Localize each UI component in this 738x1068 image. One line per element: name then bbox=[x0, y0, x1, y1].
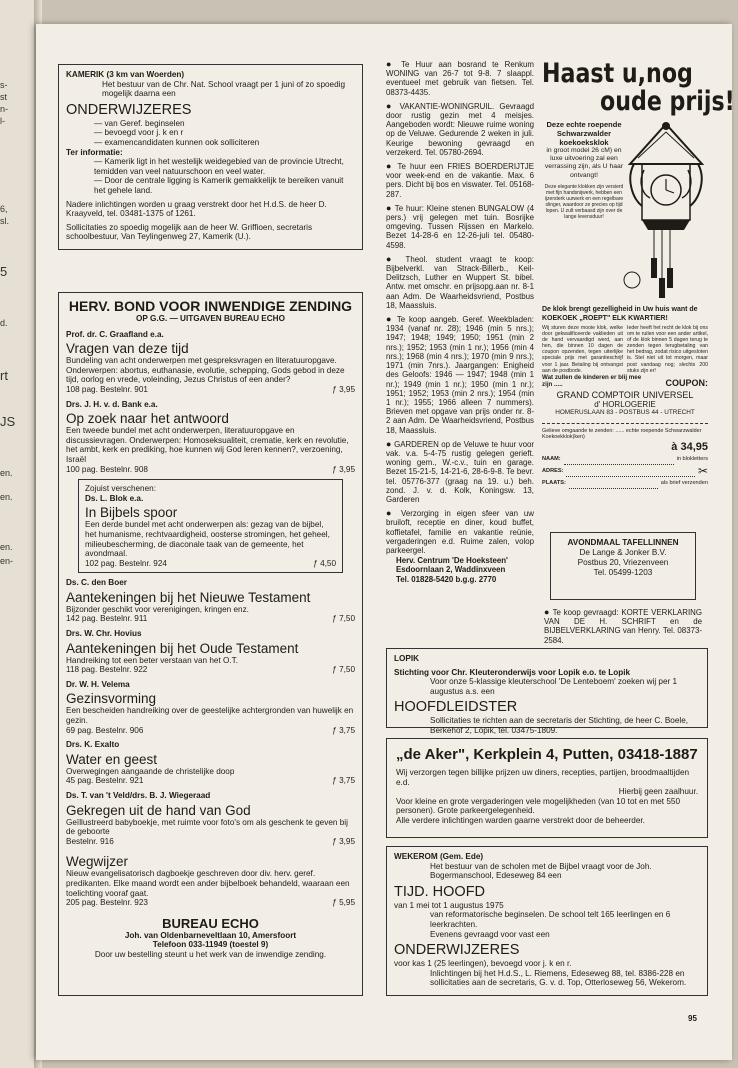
classified-text: Te huur: Kleine stenen BUNGALOW (4 pers.) vrij gelegen met tuin. Bosrijke omgeving. Tussen Rijssen en Markelo. Bezet 14-28-6 en 12-26-juli tel. 05480-4598. bbox=[386, 203, 534, 250]
book-order: 142 pag. Bestelnr. 911 bbox=[66, 614, 148, 624]
classified-text: Theol. student vraagt te koop: Bijbelverkl. van Strack-Billerb., Keil-Delitzsch, Luther en Wuppert St. bibel. Antw. met omschr. en prijsopg.aan nr. 8-1 aan Adm. De Waarheidsvriend, Postbus 18, Maassluis. bbox=[386, 254, 534, 310]
korte-verklaring-ad: ● Te koop gevraagd: KORTE VERKLARING VAN DE H. SCHRIFT en de BIJBELVERKLARING van Henry. Tel. 08373-2584. bbox=[544, 607, 702, 645]
book-desc: Geïllustreerd babyboekje, met ruimte voor foto's om als geschenk te geven bij de geboorte bbox=[66, 817, 348, 837]
address-input-line[interactable] bbox=[566, 465, 694, 477]
classified-text: Te huur een FRIES BOERDERIJTJE voor week-end en de vakantie. Max. 6 pers. Dicht bij bos en viswater. Tel. 05168-287. bbox=[386, 162, 535, 199]
classified-sign-2: Esdoornlaan 2, Waddinxveen bbox=[396, 565, 506, 575]
korte-verklaring-text: Te koop gevraagd: KORTE VERKLARING VAN DE H. SCHRIFT en de BIJBELVERKLARING van Henry. Tel. 08373-2584. bbox=[544, 608, 702, 645]
book-item bbox=[66, 740, 355, 786]
margin-fragment: en. bbox=[0, 468, 13, 478]
koekoek-warn: Wat zullen de kinderen er blij mee zijn ..... bbox=[542, 373, 642, 388]
koekoek-price: à 34,95 bbox=[671, 440, 708, 453]
book-price: ƒ 7,50 bbox=[332, 665, 355, 675]
book-price: ƒ 3,75 bbox=[332, 725, 355, 735]
classified-ad: ● Theol. student vraagt te koop: Bijbelverkl. van Strack-Billerb., Keil-Delitzsch, Luther en Wuppert St. bibel. Antw. met omschr. en prijsopg.aan nr. 8-1 aan Adm. De Waarheidsvriend, Postbus 18, Maassluis. bbox=[386, 253, 534, 310]
classified-sign-1: Herv. Centrum 'De Hoeksteen' bbox=[396, 556, 508, 566]
lopik-title: HOOFDLEIDSTER bbox=[394, 699, 518, 716]
margin-fragment: n- bbox=[0, 104, 9, 114]
wekerom-ad bbox=[386, 846, 708, 996]
book-author: Ds. C. den Boer bbox=[66, 578, 127, 588]
book-desc: Bijzonder geschikt voor verenigingen, kringen enz. bbox=[66, 604, 249, 614]
kamerik-req-2: — bevoegd voor j. k en r bbox=[94, 128, 184, 138]
bureau-name: BUREAU ECHO bbox=[162, 915, 259, 931]
wekerom-period: van 1 mei tot 1 augustus 1975 bbox=[394, 900, 504, 910]
lopik-place: LOPIK bbox=[394, 654, 420, 663]
book-order: 69 pag. Bestelnr. 906 bbox=[66, 725, 144, 735]
classified-ad: ● Te koop aangeb. Geref. Weekbladen: 1934 (vanaf nr. 28); 1946 (min 5 nrs.); 1947; 1948; 1949; 1950; 1951 (min 2 nrs.); 1952; 1953 (min 1 nr.); 1956 (min 4 nrs.); 1968 (min 4 nrs.); 1970 (min 9 nrs.); 1971 (min 7nrs.). Jaargangen: Enigheid des Geloofs: 1946 — 1947; 1948 (min 1 nr.); 1949 (min 1 nr.); 1950 (min 1 nr.); 1951; 1952; 1953 (min 2 nrs.); 1954 (min 1 nr.); 1955; 1966 alleen 7 nummers). Brieven met opgave van prijs onder nr. 8-2 aan Adm. De Waarheidsvriend, Postbus 18, Maassluis. bbox=[386, 314, 535, 435]
book-price: ƒ 3,95 bbox=[332, 836, 355, 846]
lopik-apply: Sollicitaties te richten aan de secretaris der Stichting, de heer C. Boele, Berkehof 2, Lopik, tel. 03475-1809. bbox=[430, 716, 689, 735]
book-order: 100 pag. Bestelnr. 908 bbox=[66, 464, 148, 474]
kamerik-ad bbox=[58, 64, 363, 250]
book-price: ƒ 3,75 bbox=[332, 776, 355, 786]
book-author: Prof. dr. C. Graafland e.a. bbox=[66, 329, 164, 339]
kamerik-info-1: — Kamerik ligt in het westelijk weidegebied van de provincie Utrecht, temidden van veel natuurschoon en veel water. bbox=[94, 157, 344, 176]
margin-fragment: en. bbox=[0, 542, 13, 552]
scissors-icon: ✂ bbox=[697, 463, 708, 478]
herv-title: HERV. BOND VOOR INWENDIGE ZENDING bbox=[68, 298, 353, 314]
koekoek-lead: Deze echte roepende Schwarzwalder koekoeksklok bbox=[546, 120, 622, 147]
book-order: 205 pag. Bestelnr. 923 bbox=[66, 898, 148, 908]
book-desc: Een derde bundel met acht onderwerpen als: gezag van de bijbel, het humanisme, rechtvaardigheid, oosterse stromingen, het geheel, milieubescherming, de diaconale taak van de gemeente, het avondmaal. bbox=[85, 520, 330, 559]
wekerom-title-1: TIJD. HOOFD bbox=[394, 883, 486, 900]
bureau-address: Joh. van Oldenbarneveltlaan 10, Amersfoort bbox=[124, 930, 297, 940]
kamerik-title: ONDERWIJZERES bbox=[66, 101, 192, 118]
page-number: 95 bbox=[688, 1014, 697, 1023]
koekoek-body-left: Wij sturen deze mooie klok, welke door gekwalificeerde vaklieden uit de hand vervaardigd werd, aan hen, die binnen 10 dagen de coupon opzenden, tegen uiterlijke speciale prijs met garantieschrijf voor 1 jaar. Betaling bij ontvangst aan de postbode. bbox=[542, 325, 623, 374]
koekoek-field-name: NAAM: bbox=[542, 455, 561, 462]
book-title: Gekregen uit de hand van God bbox=[66, 802, 251, 818]
koekoek-field-place: PLAATS: bbox=[542, 479, 566, 486]
koekoek-field-note: als brief verzenden bbox=[660, 479, 708, 486]
book-order: 108 pag. Bestelnr. 901 bbox=[66, 384, 148, 394]
name-input-line[interactable] bbox=[564, 453, 674, 465]
book-desc: Een tweede bundel met acht onderwerpen, literatuuropgave en discussievragen. Onderwerpen: Homoseksualiteit, crematie, kerk en revolutie, het ambt, kerk en prediking, hoe kunnen wij God leren kennen?, verzoening, Israël bbox=[66, 426, 349, 464]
avondmaal-line-2: Postbus 20, Vriezenveen bbox=[577, 557, 669, 567]
cuckoo-clock-icon bbox=[624, 118, 708, 304]
aker-line-3: Alle verdere inlichtingen warden gaarne verstrekt door de beheerder. bbox=[396, 815, 645, 825]
book-desc: Overwegingen aangaande de christelijke doop bbox=[66, 766, 235, 776]
koekoek-field-address: ADRES: bbox=[542, 467, 564, 474]
book-order: 118 pag. Bestelnr. 922 bbox=[66, 665, 148, 675]
margin-fragment: rt bbox=[0, 368, 8, 383]
book-order: Bestelnr. 916 bbox=[66, 836, 114, 846]
book-price: ƒ 4,50 bbox=[313, 558, 336, 568]
koekoek-order-text: Gelieve omgaande te zenden: ...... echte roepende Schwarzwalder Koekoekklok(ken) bbox=[542, 427, 702, 441]
book-price: ƒ 3,95 bbox=[332, 464, 355, 474]
margin-fragment: en. bbox=[0, 492, 13, 502]
kamerik-info-label: Ter informatie: bbox=[66, 147, 123, 157]
new-release-box bbox=[78, 479, 343, 573]
book-title: In Bijbels spoor bbox=[85, 505, 178, 521]
aker-line-2: Voor kleine en grote vergaderingen vele mogelijkheden (van 10 tot en met 550 personen). Grote parkeergelegenheid. bbox=[396, 796, 681, 816]
wekerom-place: WEKEROM (Gem. Ede) bbox=[394, 852, 484, 861]
book-price: ƒ 3,95 bbox=[332, 384, 355, 394]
book-order: 45 pag. Bestelnr. 921 bbox=[66, 776, 144, 786]
koekoek-firm: GRAND COMPTOIR UNIVERSEL bbox=[556, 389, 694, 400]
margin-fragment: 5 bbox=[0, 264, 8, 279]
book-price: ƒ 7,50 bbox=[332, 614, 355, 624]
koekoek-body-right: Ieder heeft het recht de klok bij ons om te ruilen voor een ander artikel, of de klok binnen 5 dagen terug te zenden tegen terugbetaling van het bedrag, zodat risico uitgesloten is. Stel niet uit tot morgen, maar post vandaag nog; slechts 200 stuks zijn er! bbox=[627, 325, 708, 374]
wekerom-also: Evenens gevraagd voor vast een bbox=[430, 929, 550, 939]
book-price: ƒ 5,95 bbox=[332, 898, 355, 908]
book-title: Op zoek naar het antwoord bbox=[66, 411, 229, 427]
new-release-label: Zojuist verschenen: bbox=[85, 484, 156, 494]
book-title: Aantekeningen bij het Nieuwe Testament bbox=[66, 589, 311, 605]
aker-line-1: Wij verzorgen tegen billijke prijzen uw diners, recepties, partijen, broodmaaltijden e.d. bbox=[396, 768, 690, 787]
koekoek-lead2: in groot model 26 cM) en luxe uitvoering zal een verrassing zijn, als U haar ontvangt! bbox=[544, 147, 624, 179]
book-item bbox=[66, 854, 355, 907]
kamerik-info-2: — Door de centrale ligging is Kamerik gemakkelijk te bereiken vanuit het gehele land. bbox=[94, 176, 344, 195]
margin-fragment: 6, bbox=[0, 204, 8, 214]
classified-ad: ● GARDEREN op de Veluwe te huur voor vak. v.a. 5-4-75 rustig gelegen gerieft. woning gem., W.-c.v., tuin en garage. Bezet 15-21-5, 14-21-6, 28-6-9-8. Te bevr. tel. 05776-377 (graag na 19. u.) beh. zond. J. v. d. Kolk, Koningsw. 13, Garderen bbox=[386, 438, 534, 504]
classified-text: Te Huur aan bosrand te Renkum WONING van 26-7 tot 9-8. 7 slaappl. eventueel met gebruik van fietsen. Tel. 08373-4435. bbox=[386, 60, 534, 97]
book-author: Drs. W. Chr. Hovius bbox=[66, 629, 142, 639]
wekerom-title-2: ONDERWIJZERES bbox=[394, 942, 520, 959]
book-order: 102 pag. Bestelnr. 924 bbox=[85, 558, 167, 568]
aker-title: „de Aker", Kerkplein 4, Putten, 03418-1887 bbox=[396, 746, 698, 763]
book-title: Gezinsvorming bbox=[66, 691, 157, 707]
avondmaal-line-3: Tel. 05499-1203 bbox=[593, 567, 653, 577]
classified-ad: ● Te huur: Kleine stenen BUNGALOW (4 pers.) vrij gelegen met tuin. Bosrijke omgeving. Tussen Rijssen en Markelo. Bezet 14-28-6 en 12-26-juli tel. 05480-4598. bbox=[386, 202, 534, 250]
bureau-footer: Door uw bestelling steunt u het werk van de inwendige zending. bbox=[94, 949, 327, 959]
book-item bbox=[66, 330, 355, 395]
book-item bbox=[66, 680, 355, 735]
place-input-line[interactable] bbox=[569, 477, 658, 489]
book-desc: Een bescheiden handreiking over de geestelijke achtergronden van huwelijk en gezin. bbox=[66, 706, 354, 726]
avondmaal-ad bbox=[550, 532, 696, 600]
herv-bond-ad bbox=[58, 292, 363, 996]
wekerom-class: voor kas 1 (25 leerlingen), bevoegd voor j. k en r. bbox=[394, 959, 572, 969]
aker-line-1b: Hierbij geen zaalhuur. bbox=[618, 787, 698, 797]
book-author: Drs. K. Exalto bbox=[66, 740, 120, 750]
book-title: Wegwijzer bbox=[66, 854, 129, 870]
kamerik-intro: Het bestuur van de Chr. Nat. School vraagt per 1 juni of zo spoedig mogelijk daarna een bbox=[102, 79, 346, 99]
wekerom-desc: van reformatorische beginselen. De school telt 165 leerlingen en 6 leerkrachten. bbox=[430, 910, 671, 929]
book-item bbox=[66, 400, 355, 475]
koekoek-price-note: in blokletters bbox=[676, 455, 708, 462]
margin-fragment: s- bbox=[0, 80, 8, 90]
lopik-org: Stichting voor Chr. Kleuteronderwijs voor Lopik e.o. te Lopik bbox=[394, 667, 631, 677]
kamerik-place: KAMERIK (3 km van Woerden) bbox=[66, 70, 185, 79]
classifieds-column bbox=[386, 60, 534, 640]
kamerik-req-1: — van Geref. beginselen bbox=[94, 118, 185, 128]
book-title: Aantekeningen bij het Oude Testament bbox=[66, 640, 299, 656]
kamerik-apply: Sollicitaties zo spoedig mogelijk aan de heer W. Griffioen, secretaris schoolbestuur, Van Teylingenweg 27, Kamerik (U.). bbox=[66, 222, 313, 242]
kamerik-more: Nadere inlichtingen worden u graag verstrekt door het H.d.S. de heer D. Kraayveld, tel. 03481-1375 of 1261. bbox=[66, 199, 327, 219]
lopik-intro: Voor onze 5-klassige kleuterschool 'De Lenteboem' zoeken wij per 1 augustus a.s. een bbox=[430, 677, 678, 696]
classified-ad: ● VAKANTIE-WONINGRUIL. Gevraagd door rustig gezin met 4 meisjes. Aangeboden wordt: Nieuwe ruime woning op de Veluwe. Gedurende 2 weken in juli. Keurige bewoning gevraagd en verzekerd. Tel. 05780-2694. bbox=[386, 100, 534, 157]
koekoek-tagline: De klok brengt gezelligheid in Uw huis want de KOEKOEK „ROEPT" ELK KWARTIER! bbox=[542, 306, 698, 322]
bureau-phone: Telefoon 033-11949 (toestel 9) bbox=[152, 940, 269, 950]
koekoek-headline-1: Haast u,nog bbox=[542, 58, 693, 89]
book-author: Ds. L. Blok e.a. bbox=[85, 493, 144, 503]
book-title: Water en geest bbox=[66, 751, 158, 767]
margin-fragment: en- bbox=[0, 556, 14, 566]
book-item bbox=[66, 578, 355, 624]
classified-text: Verzorging in eigen sfeer van uw bruiloft, receptie en diner, koud buffet, koffietafel, familie en vakantie reünie, vergaderingen e.d. Ruime zalen, volop parkeergel. bbox=[386, 509, 534, 555]
avondmaal-title: AVONDMAAL TAFELLINNEN bbox=[567, 538, 679, 547]
classified-sign-3: Tel. 01828-5420 b.g.g. 2770 bbox=[396, 574, 497, 584]
koekoek-small: Deze elegante klokken zijn versierd met fijn handsnijwerk, hebben een ijzersterk uurwerk en een regelbare slinger, waardoor ze precies op tijd lopen. U zult verbaasd zijn over de lange levensduur! bbox=[544, 183, 624, 220]
classified-text: VAKANTIE-WONINGRUIL. Gevraagd door rustig gezin met 4 meisjes. Aangeboden wordt: Nieuwe ruime woning op de Veluwe. Gedurende 2 weken in juli. Keurige bewoning gevraagd en verzekerd. Tel. 05780-2694. bbox=[386, 101, 534, 157]
margin-fragment: d. bbox=[0, 318, 8, 328]
classified-text: GARDEREN op de Veluwe te huur voor vak. v.a. 5-4-75 rustig gelegen gerieft. woning gem., W.-c.v., tuin en garage. Bezet 15-21-5, 14-21-6, 28-6-9-8. Te bevr. tel. 05776-377 (graag na 19. u.) beh. zond. J. v. d. Kolk, Koningsw. 13, Garderen bbox=[386, 439, 534, 504]
book-title: Vragen van deze tijd bbox=[66, 341, 189, 357]
book-author: Ds. T. van 't Veld/drs. B. J. Wiegeraad bbox=[66, 791, 211, 800]
margin-fragment: l- bbox=[0, 116, 5, 126]
kamerik-req-3: — examencandidaten kunnen ook solliciteren bbox=[94, 137, 260, 147]
lopik-ad bbox=[386, 648, 708, 735]
classified-ad: ● Te huur een FRIES BOERDERIJTJE voor week-end en de vakantie. Max. 6 pers. Dicht bij bos en viswater. Tel. 05168-287. bbox=[386, 161, 535, 199]
wekerom-intro: Het bestuur van de scholen met de Bijbel vraagt voor de Joh. Bogermanschool, Edeseweg 84 een bbox=[430, 861, 652, 881]
classified-text: Te koop aangeb. Geref. Weekbladen: 1934 (vanaf nr. 28); 1946 (min 5 nrs.); 1947; 1948; 1949; 1950; 1951 (min 2 nrs.); 1952; 1953 (min 1 nr.); 1956 (min 4 nrs.); 1968 (min 4 nrs.); 1970 (min 9 nrs.); 1971 (min 7nrs.). Jaargangen: Enigheid des Geloofs: 1946 — 1947; 1948 (min 1 nr.); 1949 (min 1 nr.); 1950 (min 1 nr.); 1951; 1952; 1953 (min 2 nrs.); 1954 (min 1 nr.); 1955; 1966 alleen 7 nummers). Brieven met opgave van prijs onder nr. 8-2 aan Adm. De Waarheidsvriend, Postbus 18, Maassluis. bbox=[386, 315, 535, 435]
koekoek-headline-2: oude prijs! bbox=[600, 86, 735, 117]
classified-ad: ● Te Huur aan bosrand te Renkum WONING van 26-7 tot 9-8. 7 slaappl. eventueel met gebruik van fietsen. Tel. 08373-4435. bbox=[386, 59, 534, 97]
avondmaal-line-1: De Lange & Jonker B.V. bbox=[579, 548, 667, 557]
margin-fragment: JS bbox=[0, 414, 16, 429]
margin-fragment: sl. bbox=[0, 216, 9, 226]
book-desc: Nieuw evangelisatorisch dagboekje geschreven door div. herv. geref. predikanten. Elke maand wordt een ander bijbelboek behandeld, waaraan een toelichting vooraf gaat. bbox=[66, 869, 350, 898]
wekerom-contact: Inlichtingen bij het H.d.S., L. Riemens, Edeseweg 88, tel. 8386-228 en sollicitaties aan de secretaris, G. v. d. Top, Otterloseweg 56, Wekerom. bbox=[430, 968, 687, 988]
koekoek-ad bbox=[542, 58, 735, 500]
adjacent-page-margin bbox=[0, 0, 36, 1068]
koekoek-coupon-label: COUPON: bbox=[665, 377, 708, 388]
book-author: Dr. W. H. Velema bbox=[66, 679, 130, 689]
newspaper-page bbox=[36, 24, 735, 1060]
book-desc: Handreiking tot een beter verstaan van het O.T. bbox=[66, 655, 239, 665]
book-desc: Bundeling van acht onderwerpen met gespreksvragen en literatuuropgave. Onderwerpen: abortus, euthanasie, evolutie, schepping, Gods gebod in deze tijd, oorlog en vrede, voleinding, Jezus Christus of een ander? bbox=[66, 356, 345, 385]
aker-ad bbox=[386, 738, 708, 838]
book-author: Drs. J. H. v. d. Bank e.a. bbox=[66, 399, 158, 409]
koekoek-address: HOMERUSLAAN 83 - POSTBUS 44 - UTRECHT bbox=[555, 408, 695, 416]
book-item bbox=[66, 629, 355, 675]
book-item bbox=[66, 791, 355, 846]
koekoek-firm2: d' HORLOGERIE bbox=[594, 399, 656, 409]
margin-fragment: st bbox=[0, 92, 8, 102]
classified-ad: ● Verzorging in eigen sfeer van uw bruiloft, receptie en diner, koud buffet, koffietafel, familie en vakantie reünie, vergaderingen e.d. Ruime zalen, volop parkeergel. bbox=[386, 508, 534, 555]
herv-subtitle: OP G.G. — UITGAVEN BUREAU ECHO bbox=[136, 314, 285, 323]
